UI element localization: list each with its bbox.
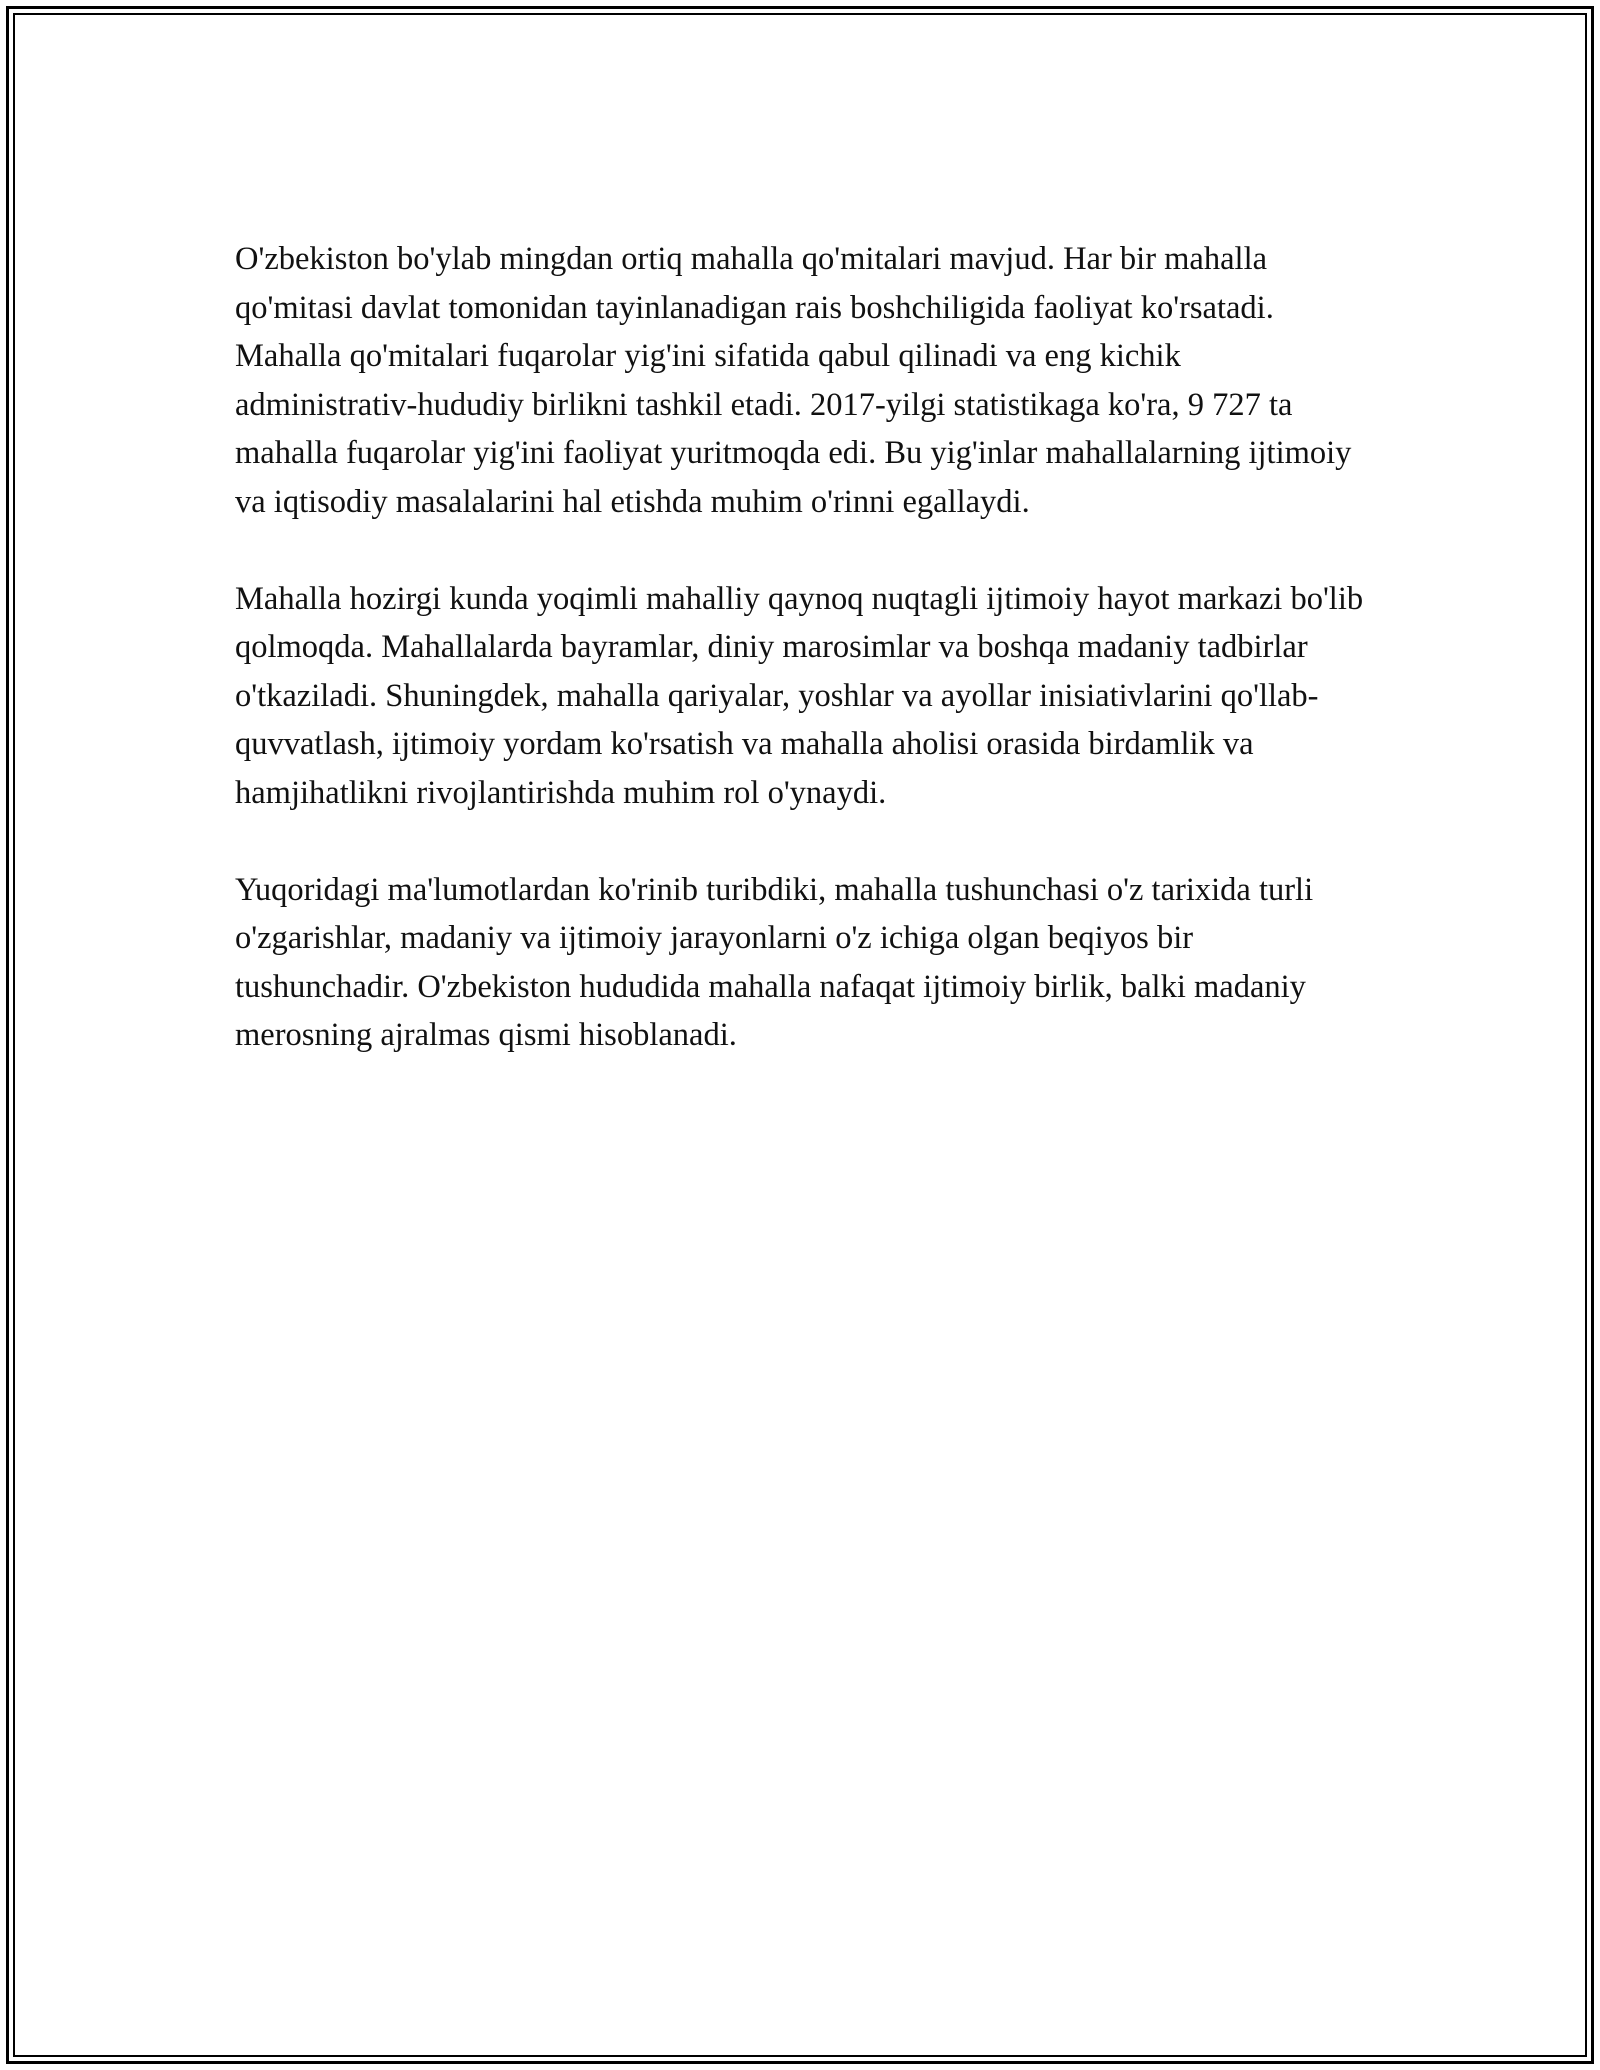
- document-body: [235, 235, 1370, 1108]
- paragraph-3: Yuqoridagi ma'lumotlardan ko'rinib turibdiki, mahalla tushunchasi o'z tarixida turli o'zgarishlar, madaniy va ijtimoiy jarayonlarni o'z ichiga olgan beqiyos bir tushunchadir. O'zbekiston hududida mahalla nafaqat ijtimoiy birlik, balki madaniy merosning ajralmas qismi hisoblanadi.: [235, 871, 1314, 1053]
- paragraph-2: Mahalla hozirgi kunda yoqimli mahalliy qaynoq nuqtagli ijtimoiy hayot markazi bo'lib qolmoqda. Mahallalarda bayramlar, diniy marosimlar va boshqa madaniy tadbirlar o'tkaziladi. Shuningdek, mahalla qariyalar, yoshlar va ayollar inisiativlarini qo'llab-quvvatlash, ijtimoiy yordam ko'rsatish va mahalla aholisi orasida birdamlik va hamjihatlikni rivojlantirishda muhim rol o'ynaydi.: [235, 580, 1364, 811]
- paragraph-1: O'zbekiston bo'ylab mingdan ortiq mahalla qo'mitalari mavjud. Har bir mahalla qo'mitasi davlat tomonidan tayinlanadigan rais boshchiligida faoliyat ko'rsatadi. Mahalla qo'mitalari fuqarolar yig'ini sifatida qabul qilinadi va eng kichik administrativ-hududiy birlikni tashkil etadi. 2017-yilgi statistikaga ko'ra, 9 727 ta mahalla fuqarolar yig'ini faoliyat yuritmoqda edi. Bu yig'inlar mahallalarning ijtimoiy va iqtisodiy masalalarini hal etishda muhim o'rinni egallaydi.: [235, 241, 1352, 520]
